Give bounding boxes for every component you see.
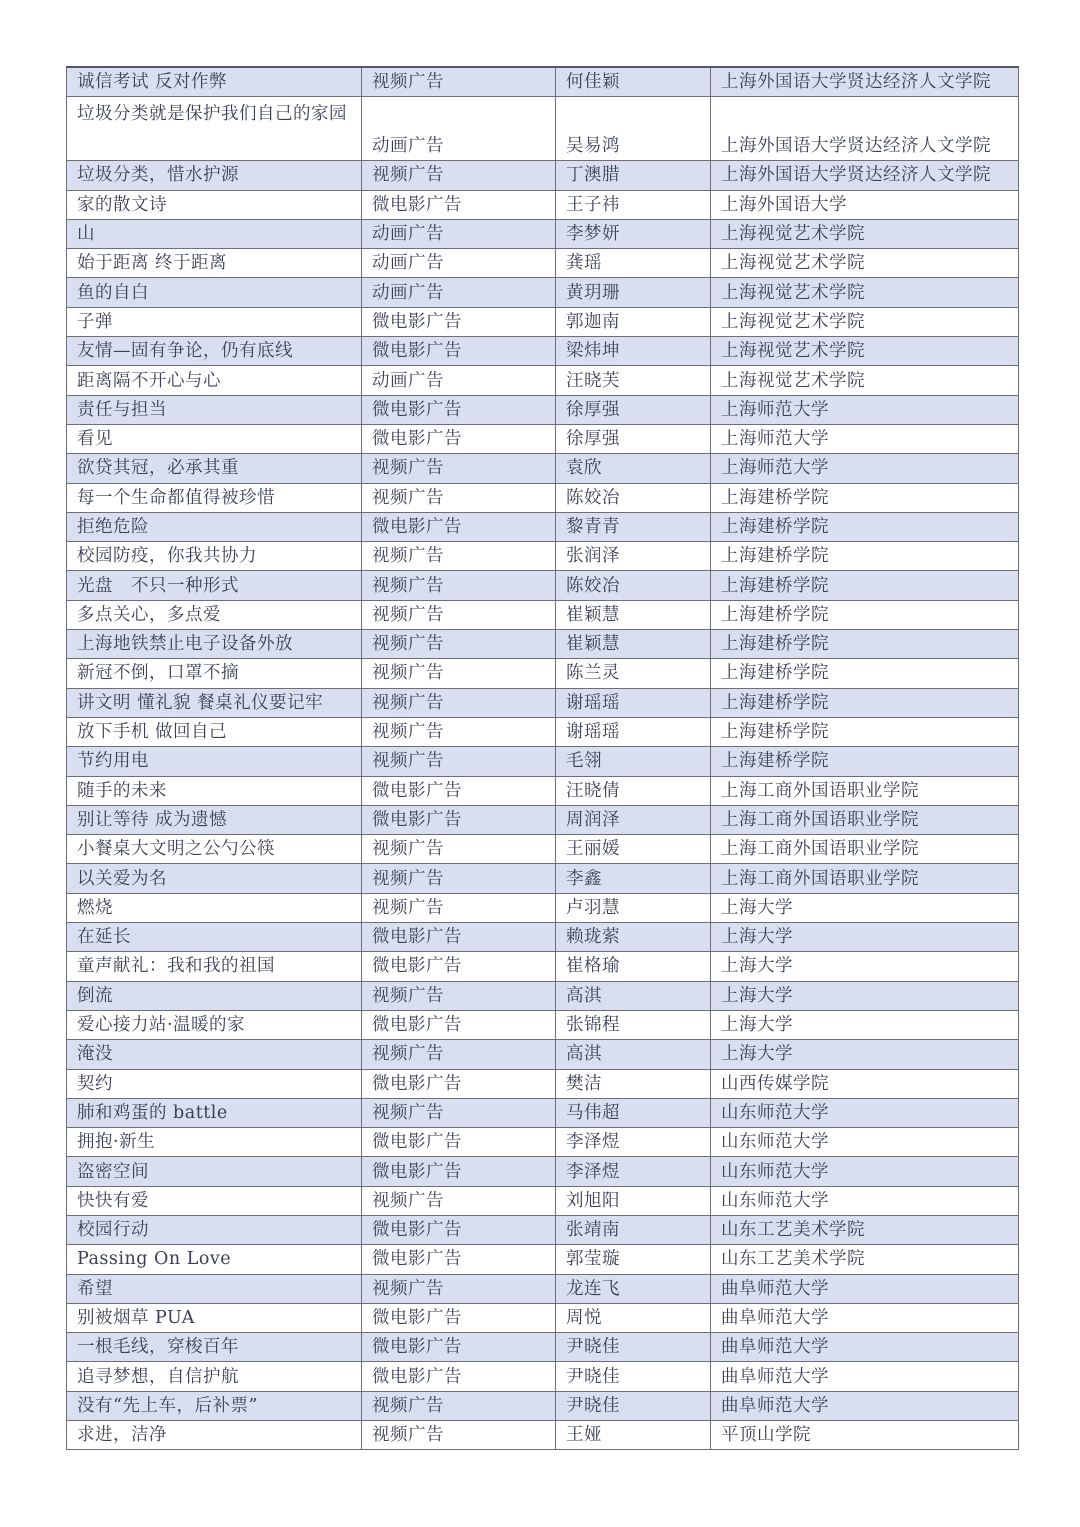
entry-author-cell: 卢羽慧 <box>556 893 711 922</box>
entry-author-cell: 吴易鸿 <box>556 97 711 161</box>
entry-author-cell: 刘旭阳 <box>556 1186 711 1215</box>
entry-title-cell: 家的散文诗 <box>67 190 362 219</box>
entry-title-cell: 节约用电 <box>67 747 362 776</box>
entry-author-cell: 张锦程 <box>556 1010 711 1039</box>
entry-title-cell: 一根毛线，穿梭百年 <box>67 1333 362 1362</box>
entry-author-cell: 毛翎 <box>556 747 711 776</box>
entry-title-cell: 小餐桌大文明之公勺公筷 <box>67 835 362 864</box>
entry-title-cell: 契约 <box>67 1069 362 1098</box>
entry-title-cell: 倒流 <box>67 981 362 1010</box>
table-row <box>67 952 1019 981</box>
table-row <box>67 1010 1019 1039</box>
entry-type-cell: 微电影广告 <box>362 337 556 366</box>
entry-author-cell: 尹晓佳 <box>556 1333 711 1362</box>
entry-title-cell: 校园行动 <box>67 1215 362 1244</box>
entry-title-cell: 始于距离 终于距离 <box>67 249 362 278</box>
entry-title-cell: 以关爱为名 <box>67 864 362 893</box>
entry-school-cell: 山西传媒学院 <box>711 1069 1019 1098</box>
entry-type-cell: 视频广告 <box>362 1040 556 1069</box>
entry-title-cell: Passing On Love <box>67 1245 362 1274</box>
entry-type-cell: 视频广告 <box>362 571 556 600</box>
table-row <box>67 659 1019 688</box>
entry-type-cell: 微电影广告 <box>362 1362 556 1391</box>
entry-school-cell: 上海建桥学院 <box>711 571 1019 600</box>
entry-title-cell: 在延长 <box>67 923 362 952</box>
entry-author-cell: 张靖南 <box>556 1215 711 1244</box>
table-row <box>67 97 1019 161</box>
entry-author-cell: 崔格瑜 <box>556 952 711 981</box>
entry-title-cell: 求进，洁净 <box>67 1421 362 1450</box>
table-row <box>67 717 1019 746</box>
entry-type-cell: 视频广告 <box>362 67 556 97</box>
entries-table <box>66 66 1019 1450</box>
entry-type-cell: 微电影广告 <box>362 923 556 952</box>
entry-school-cell: 上海大学 <box>711 893 1019 922</box>
entry-school-cell: 上海视觉艺术学院 <box>711 278 1019 307</box>
entry-type-cell: 视频广告 <box>362 864 556 893</box>
entry-school-cell: 上海师范大学 <box>711 454 1019 483</box>
entry-title-cell: 拥抱·新生 <box>67 1128 362 1157</box>
entry-type-cell: 动画广告 <box>362 278 556 307</box>
entry-type-cell: 视频广告 <box>362 454 556 483</box>
entry-author-cell: 李泽煜 <box>556 1157 711 1186</box>
table-row <box>67 630 1019 659</box>
entry-author-cell: 王娅 <box>556 1421 711 1450</box>
entries-table-body <box>67 67 1019 1450</box>
entry-type-cell: 动画广告 <box>362 249 556 278</box>
entry-author-cell: 徐厚强 <box>556 395 711 424</box>
entry-school-cell: 上海工商外国语职业学院 <box>711 776 1019 805</box>
entry-author-cell: 王子祎 <box>556 190 711 219</box>
entry-type-cell: 微电影广告 <box>362 952 556 981</box>
entry-school-cell: 上海建桥学院 <box>711 600 1019 629</box>
table-row <box>67 161 1019 190</box>
entry-title-cell: 希望 <box>67 1274 362 1303</box>
entry-type-cell: 动画广告 <box>362 97 556 161</box>
table-row <box>67 571 1019 600</box>
entry-school-cell: 上海工商外国语职业学院 <box>711 805 1019 834</box>
entry-title-cell: 责任与担当 <box>67 395 362 424</box>
entry-author-cell: 丁澳腊 <box>556 161 711 190</box>
entry-school-cell: 上海视觉艺术学院 <box>711 337 1019 366</box>
entry-type-cell: 视频广告 <box>362 630 556 659</box>
table-row <box>67 219 1019 248</box>
entry-title-cell: 盗密空间 <box>67 1157 362 1186</box>
entry-type-cell: 视频广告 <box>362 835 556 864</box>
entry-school-cell: 上海视觉艺术学院 <box>711 219 1019 248</box>
entry-title-cell: 没有“先上车，后补票” <box>67 1391 362 1420</box>
entry-author-cell: 李泽煜 <box>556 1128 711 1157</box>
table-row <box>67 366 1019 395</box>
table-row <box>67 600 1019 629</box>
entry-school-cell: 上海外国语大学贤达经济人文学院 <box>711 161 1019 190</box>
entry-type-cell: 视频广告 <box>362 483 556 512</box>
table-row <box>67 249 1019 278</box>
entry-school-cell: 上海师范大学 <box>711 424 1019 453</box>
entry-author-cell: 赖珑萦 <box>556 923 711 952</box>
entry-school-cell: 山东师范大学 <box>711 1157 1019 1186</box>
entry-school-cell: 上海视觉艺术学院 <box>711 307 1019 336</box>
entry-school-cell: 上海建桥学院 <box>711 747 1019 776</box>
entry-school-cell: 曲阜师范大学 <box>711 1274 1019 1303</box>
entry-school-cell: 上海建桥学院 <box>711 659 1019 688</box>
entry-school-cell: 上海建桥学院 <box>711 688 1019 717</box>
entry-title-cell: 淹没 <box>67 1040 362 1069</box>
entry-author-cell: 高淇 <box>556 981 711 1010</box>
entry-title-cell: 别被烟草 PUA <box>67 1303 362 1332</box>
entry-title-cell: 追寻梦想，自信护航 <box>67 1362 362 1391</box>
entry-title-cell: 随手的未来 <box>67 776 362 805</box>
entry-author-cell: 樊洁 <box>556 1069 711 1098</box>
entry-school-cell: 上海建桥学院 <box>711 717 1019 746</box>
entry-author-cell: 陈兰灵 <box>556 659 711 688</box>
table-row <box>67 1215 1019 1244</box>
entry-author-cell: 周悦 <box>556 1303 711 1332</box>
entry-author-cell: 袁欣 <box>556 454 711 483</box>
table-row <box>67 981 1019 1010</box>
entry-type-cell: 微电影广告 <box>362 1333 556 1362</box>
table-row <box>67 923 1019 952</box>
entry-type-cell: 视频广告 <box>362 659 556 688</box>
entry-title-cell: 鱼的自白 <box>67 278 362 307</box>
entry-type-cell: 微电影广告 <box>362 1069 556 1098</box>
entry-school-cell: 上海师范大学 <box>711 395 1019 424</box>
entry-author-cell: 尹晓佳 <box>556 1362 711 1391</box>
entry-type-cell: 微电影广告 <box>362 395 556 424</box>
entry-author-cell: 龙连飞 <box>556 1274 711 1303</box>
table-row <box>67 688 1019 717</box>
table-row <box>67 278 1019 307</box>
table-row <box>67 512 1019 541</box>
entry-author-cell: 谢瑶瑶 <box>556 688 711 717</box>
entry-school-cell: 曲阜师范大学 <box>711 1362 1019 1391</box>
entry-author-cell: 陈姣冶 <box>556 571 711 600</box>
table-row <box>67 864 1019 893</box>
entry-school-cell: 上海大学 <box>711 981 1019 1010</box>
entry-type-cell: 视频广告 <box>362 600 556 629</box>
entry-author-cell: 何佳颖 <box>556 67 711 97</box>
entry-school-cell: 上海建桥学院 <box>711 630 1019 659</box>
entry-school-cell: 山东工艺美术学院 <box>711 1215 1019 1244</box>
table-row <box>67 776 1019 805</box>
table-row <box>67 893 1019 922</box>
entry-title-cell: 别让等待 成为遗憾 <box>67 805 362 834</box>
table-row <box>67 483 1019 512</box>
entry-school-cell: 曲阜师范大学 <box>711 1391 1019 1420</box>
entry-type-cell: 视频广告 <box>362 1098 556 1127</box>
table-row <box>67 805 1019 834</box>
entry-author-cell: 郭莹璇 <box>556 1245 711 1274</box>
entry-school-cell: 上海外国语大学贤达经济人文学院 <box>711 67 1019 97</box>
entry-title-cell: 新冠不倒，口罩不摘 <box>67 659 362 688</box>
entry-title-cell: 山 <box>67 219 362 248</box>
entry-author-cell: 崔颖慧 <box>556 600 711 629</box>
table-row <box>67 67 1019 97</box>
entry-title-cell: 燃烧 <box>67 893 362 922</box>
entry-author-cell: 王丽媛 <box>556 835 711 864</box>
entry-type-cell: 微电影广告 <box>362 1245 556 1274</box>
entry-type-cell: 视频广告 <box>362 747 556 776</box>
entry-type-cell: 动画广告 <box>362 366 556 395</box>
entry-author-cell: 张润泽 <box>556 542 711 571</box>
entry-type-cell: 微电影广告 <box>362 512 556 541</box>
entry-author-cell: 汪晓芙 <box>556 366 711 395</box>
entry-title-cell: 多点关心，多点爱 <box>67 600 362 629</box>
table-row <box>67 1421 1019 1450</box>
entry-author-cell: 马伟超 <box>556 1098 711 1127</box>
entry-type-cell: 微电影广告 <box>362 776 556 805</box>
entry-type-cell: 微电影广告 <box>362 1128 556 1157</box>
table-row <box>67 1128 1019 1157</box>
entry-type-cell: 微电影广告 <box>362 307 556 336</box>
table-row <box>67 747 1019 776</box>
entry-title-cell: 拒绝危险 <box>67 512 362 541</box>
entry-type-cell: 微电影广告 <box>362 1157 556 1186</box>
entry-school-cell: 平顶山学院 <box>711 1421 1019 1450</box>
entry-type-cell: 视频广告 <box>362 542 556 571</box>
table-row <box>67 1186 1019 1215</box>
entry-author-cell: 周润泽 <box>556 805 711 834</box>
entry-title-cell: 垃圾分类，惜水护源 <box>67 161 362 190</box>
table-row <box>67 1069 1019 1098</box>
entry-type-cell: 视频广告 <box>362 1274 556 1303</box>
entry-school-cell: 山东师范大学 <box>711 1128 1019 1157</box>
entry-school-cell: 上海大学 <box>711 923 1019 952</box>
entry-school-cell: 上海大学 <box>711 1010 1019 1039</box>
entry-type-cell: 视频广告 <box>362 981 556 1010</box>
entry-school-cell: 山东工艺美术学院 <box>711 1245 1019 1274</box>
entry-title-cell: 爱心接力站·温暖的家 <box>67 1010 362 1039</box>
entry-school-cell: 上海建桥学院 <box>711 483 1019 512</box>
entry-author-cell: 黎青青 <box>556 512 711 541</box>
entry-author-cell: 尹晓佳 <box>556 1391 711 1420</box>
entry-type-cell: 微电影广告 <box>362 1010 556 1039</box>
entry-title-cell: 看见 <box>67 424 362 453</box>
entry-title-cell: 校园防疫，你我共协力 <box>67 542 362 571</box>
entry-school-cell: 山东师范大学 <box>711 1186 1019 1215</box>
entry-type-cell: 视频广告 <box>362 1391 556 1420</box>
entry-title-cell: 诚信考试 反对作弊 <box>67 67 362 97</box>
table-row <box>67 395 1019 424</box>
entry-type-cell: 视频广告 <box>362 1421 556 1450</box>
entry-author-cell: 李鑫 <box>556 864 711 893</box>
entry-type-cell: 视频广告 <box>362 1186 556 1215</box>
table-row <box>67 542 1019 571</box>
entry-school-cell: 上海大学 <box>711 952 1019 981</box>
entry-title-cell: 童声献礼：我和我的祖国 <box>67 952 362 981</box>
entry-author-cell: 崔颖慧 <box>556 630 711 659</box>
table-row <box>67 1245 1019 1274</box>
entry-type-cell: 动画广告 <box>362 219 556 248</box>
table-row <box>67 1391 1019 1420</box>
entry-author-cell: 谢瑶瑶 <box>556 717 711 746</box>
entry-title-cell: 讲文明 懂礼貌 餐桌礼仪要记牢 <box>67 688 362 717</box>
entry-school-cell: 上海工商外国语职业学院 <box>711 864 1019 893</box>
entry-title-cell: 肺和鸡蛋的 battle <box>67 1098 362 1127</box>
entry-title-cell: 上海地铁禁止电子设备外放 <box>67 630 362 659</box>
entry-author-cell: 陈姣冶 <box>556 483 711 512</box>
entry-school-cell: 上海工商外国语职业学院 <box>711 835 1019 864</box>
entry-type-cell: 视频广告 <box>362 893 556 922</box>
entry-author-cell: 黄玥珊 <box>556 278 711 307</box>
table-row <box>67 1098 1019 1127</box>
entry-school-cell: 上海大学 <box>711 1040 1019 1069</box>
entry-school-cell: 曲阜师范大学 <box>711 1333 1019 1362</box>
entry-type-cell: 视频广告 <box>362 717 556 746</box>
entry-type-cell: 微电影广告 <box>362 1303 556 1332</box>
entry-title-cell: 放下手机 做回自己 <box>67 717 362 746</box>
table-row <box>67 424 1019 453</box>
entry-title-cell: 快快有爱 <box>67 1186 362 1215</box>
table-row <box>67 1274 1019 1303</box>
award-list-sheet <box>66 66 1018 1450</box>
entry-type-cell: 微电影广告 <box>362 190 556 219</box>
entry-school-cell: 山东师范大学 <box>711 1098 1019 1127</box>
entry-title-cell: 每一个生命都值得被珍惜 <box>67 483 362 512</box>
entry-author-cell: 汪晓倩 <box>556 776 711 805</box>
entry-title-cell: 垃圾分类就是保护我们自己的家园 <box>67 97 362 161</box>
entry-type-cell: 视频广告 <box>362 688 556 717</box>
entry-school-cell: 上海视觉艺术学院 <box>711 249 1019 278</box>
table-row <box>67 454 1019 483</box>
table-row <box>67 1040 1019 1069</box>
table-row <box>67 1157 1019 1186</box>
entry-school-cell: 上海外国语大学贤达经济人文学院 <box>711 97 1019 161</box>
entry-title-cell: 光盘 不只一种形式 <box>67 571 362 600</box>
entry-school-cell: 上海视觉艺术学院 <box>711 366 1019 395</box>
table-row <box>67 190 1019 219</box>
entry-type-cell: 视频广告 <box>362 161 556 190</box>
table-row <box>67 1362 1019 1391</box>
entry-type-cell: 微电影广告 <box>362 805 556 834</box>
entry-title-cell: 距离隔不开心与心 <box>67 366 362 395</box>
entry-author-cell: 李梦妍 <box>556 219 711 248</box>
table-row <box>67 337 1019 366</box>
table-row <box>67 307 1019 336</box>
table-row <box>67 1333 1019 1362</box>
entry-type-cell: 微电影广告 <box>362 1215 556 1244</box>
entry-author-cell: 徐厚强 <box>556 424 711 453</box>
table-row <box>67 1303 1019 1332</box>
entry-title-cell: 友情—固有争论，仍有底线 <box>67 337 362 366</box>
entry-school-cell: 上海建桥学院 <box>711 512 1019 541</box>
entry-title-cell: 子弹 <box>67 307 362 336</box>
entry-type-cell: 微电影广告 <box>362 424 556 453</box>
entry-school-cell: 曲阜师范大学 <box>711 1303 1019 1332</box>
entry-author-cell: 梁炜坤 <box>556 337 711 366</box>
entry-title-cell: 欲贷其冠，必承其重 <box>67 454 362 483</box>
entry-author-cell: 郭迦南 <box>556 307 711 336</box>
entry-author-cell: 龚瑶 <box>556 249 711 278</box>
entry-school-cell: 上海建桥学院 <box>711 542 1019 571</box>
entry-school-cell: 上海外国语大学 <box>711 190 1019 219</box>
table-row <box>67 835 1019 864</box>
entry-author-cell: 高淇 <box>556 1040 711 1069</box>
